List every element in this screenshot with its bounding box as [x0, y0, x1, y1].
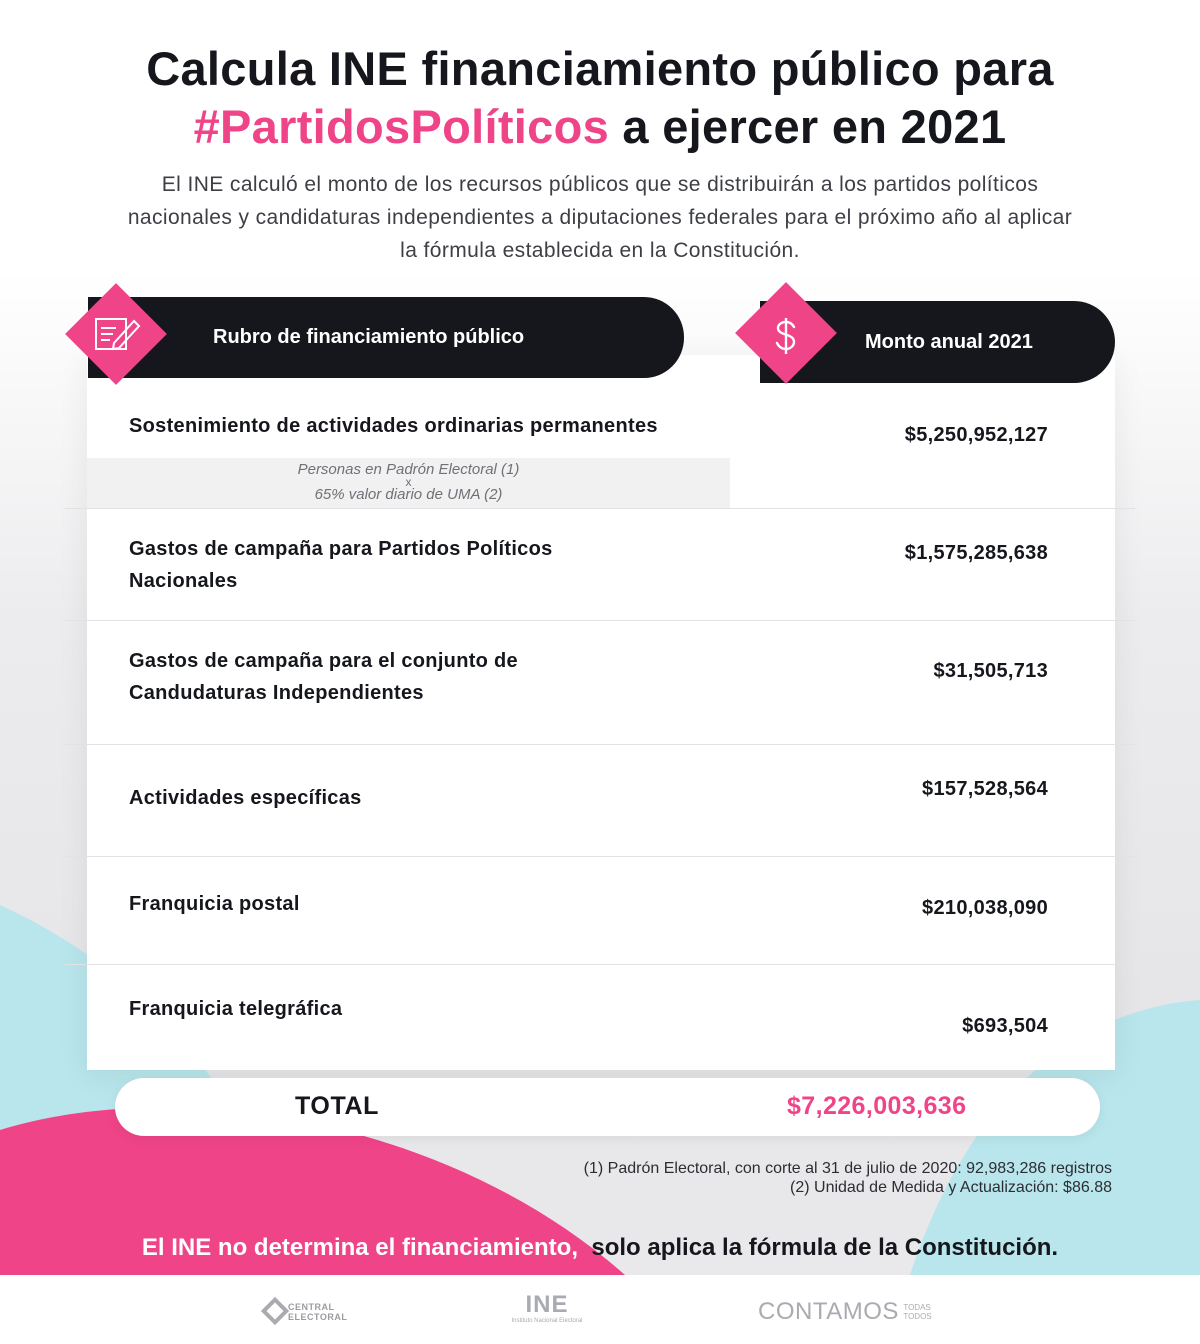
contamos-logo-small-2: TODOS	[903, 1312, 932, 1321]
total-label: TOTAL	[295, 1092, 380, 1120]
ine-logo-name: INE	[525, 1291, 569, 1318]
total-value: $7,226,003,636	[787, 1092, 967, 1120]
row-label: Actividades específicas	[129, 787, 362, 809]
header-rubro-label: Rubro de financiamiento público	[213, 326, 525, 348]
table-row	[65, 509, 1135, 621]
total-bar	[115, 1078, 1100, 1136]
contamos-logo-name: CONTAMOS	[758, 1298, 899, 1325]
central-logo-line-1: CENTRAL	[288, 1302, 335, 1312]
row-amount: $693,504	[962, 1015, 1048, 1037]
contamos-logo	[758, 1297, 932, 1327]
slogan	[0, 1234, 1200, 1262]
intro-paragraph: El INE calculó el monto de los recursos públicos que se distribuirán a los partidos políticos nacionales y candidaturas independientes a diputaciones federales para el próximo año al aplicar la fórmula establecida en la Constitución.	[127, 173, 1073, 262]
table-row	[65, 375, 1135, 509]
row-amount: $31,505,713	[933, 660, 1048, 682]
footnote-1: (1) Padrón Electoral, con corte al 31 de julio de 2020: 92,983,286 registros	[583, 1160, 1112, 1177]
title-line-2	[0, 98, 1200, 156]
formula-operator: x	[405, 475, 412, 489]
title-line-1: Calcula INE financiamiento público para	[146, 42, 1054, 95]
formula-line-1: Personas en Padrón Electoral (1)	[297, 461, 520, 478]
table-row	[65, 745, 1135, 857]
contamos-logo-small-1: TODAS	[903, 1303, 931, 1312]
row-label: Sostenimiento de actividades ordinarias permanentes	[129, 415, 658, 437]
central-electoral-mark-icon	[261, 1297, 289, 1325]
table-row	[65, 621, 1135, 745]
row-label: Franquicia telegráfica	[129, 998, 343, 1020]
dollar-sign-icon	[770, 316, 802, 356]
row-label: Gastos de campaña para Partidos Políticos Nacionales	[129, 538, 553, 592]
header-monto-label: Monto anual 2021	[865, 330, 1033, 353]
central-electoral-logo	[262, 1297, 352, 1331]
document-pen-icon	[92, 312, 142, 358]
footnotes	[584, 1159, 1112, 1197]
row-amount: $157,528,564	[922, 778, 1048, 800]
row-amount: $210,038,090	[922, 897, 1048, 919]
title-hashtag: #PartidosPolíticos	[193, 100, 610, 153]
ine-logo-subtitle: Instituto Nacional Electoral	[511, 1318, 583, 1324]
row-amount: $1,575,285,638	[904, 542, 1048, 564]
row-label: Gastos de campaña para el conjunto de Candudaturas Independientes	[129, 650, 518, 704]
ine-logo	[497, 1293, 597, 1329]
slogan-part-1: El INE no determina el financiamiento,	[141, 1234, 578, 1261]
footer-logo-bar	[0, 1275, 1200, 1344]
page-title	[0, 40, 1200, 156]
slogan-part-2: solo aplica la fórmula de la Constitución.	[591, 1234, 1059, 1261]
formula-line-2: 65% valor diario de UMA (2)	[314, 486, 503, 503]
central-logo-line-2: ELECTORAL	[288, 1312, 348, 1322]
row-label: Franquicia postal	[129, 893, 300, 915]
table-row	[65, 857, 1135, 965]
footnote-2: (2) Unidad de Medida y Actualización: $86.88	[790, 1179, 1112, 1196]
table-row	[65, 965, 1135, 1070]
title-line-2-rest: a ejercer en 2021	[609, 100, 1007, 153]
formula-box	[87, 458, 730, 508]
row-amount: $5,250,952,127	[904, 424, 1048, 446]
header-rubro	[88, 297, 684, 378]
